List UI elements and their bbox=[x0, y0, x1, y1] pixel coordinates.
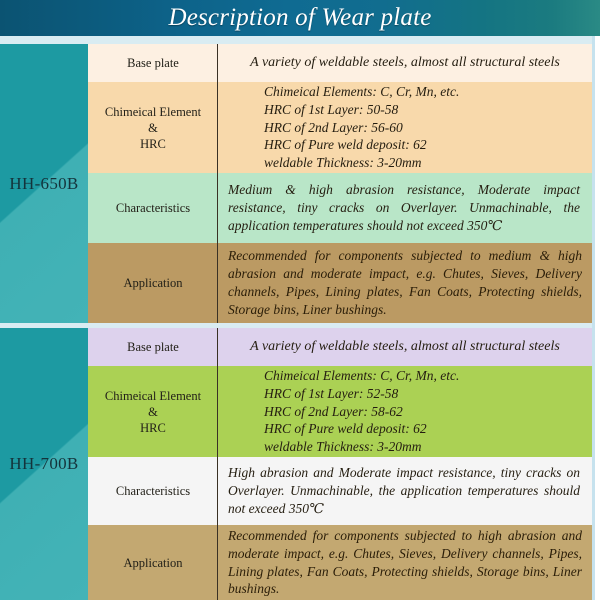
product-section-hh-700b bbox=[0, 328, 592, 600]
chemical-line-elements: Chimeical Elements: C, Cr, Mn, etc. bbox=[264, 367, 460, 383]
chemical-line-weldable-thickness: weldable Thickness: 3-20mm bbox=[264, 155, 422, 171]
chemical-line-weldable-thickness: weldable Thickness: 3-20mm bbox=[264, 439, 422, 455]
grade-label: HH-650B bbox=[9, 173, 79, 193]
chemical-line-hrc-1st-layer: HRC of 1st Layer: 50-58 bbox=[264, 101, 399, 117]
chemical-line-hrc-pure-weld-deposit: HRC of Pure weld deposit: 62 bbox=[264, 421, 427, 437]
table-row-chemical-element-hrc bbox=[88, 82, 592, 173]
row-label-line-3: HRC bbox=[140, 420, 166, 435]
table-row-characteristics bbox=[88, 457, 592, 525]
row-value-chemical-element-hrc bbox=[218, 366, 592, 457]
attribute-rows bbox=[88, 328, 592, 600]
right-margin bbox=[595, 36, 600, 600]
table-row-base-plate bbox=[88, 44, 592, 82]
row-value-application: Recommended for components subjected to high abrasion and moderate impact, e.g. Chutes, Sieves, Delivery channels, Pipes, Lining plates, Fan Coats, Protecting shields, Storage bins, Liner bushings. bbox=[218, 525, 592, 600]
chemical-line-hrc-pure-weld-deposit: HRC of Pure weld deposit: 62 bbox=[264, 137, 427, 153]
page-title: Description of Wear plate bbox=[168, 4, 432, 31]
row-value-application: Recommended for components subjected to medium & high abrasion and moderate impact, e.g. Chutes, Sieves, Delivery channels, Pipes, Lining plates, Fan Coats, Protecting shields, Storage bins, Liner bushings. bbox=[218, 243, 592, 323]
row-label-chemical-element-hrc bbox=[88, 366, 218, 457]
row-label-application: Application bbox=[88, 525, 218, 600]
grade-column-hh-650b bbox=[0, 44, 88, 323]
table-body bbox=[0, 36, 600, 600]
row-label-line-2: & bbox=[148, 120, 158, 135]
row-label-characteristics: Characteristics bbox=[88, 457, 218, 525]
attribute-rows bbox=[88, 44, 592, 323]
row-label-application: Application bbox=[88, 243, 218, 323]
row-label-line-2: & bbox=[148, 404, 158, 419]
grade-label: HH-700B bbox=[9, 454, 79, 473]
table-header-banner bbox=[0, 0, 600, 36]
row-label-line-3: HRC bbox=[140, 136, 166, 151]
grade-column-hh-700b bbox=[0, 328, 88, 600]
row-value-characteristics: Medium & high abrasion resistance, Moderate impact resistance, tiny cracks on Overlayer. Unmachinable, the application temperatures should not exceed 350℃ bbox=[218, 173, 592, 243]
chemical-line-hrc-2nd-layer: HRC of 2nd Layer: 56-60 bbox=[264, 119, 403, 135]
row-label-base-plate: Base plate bbox=[88, 328, 218, 366]
row-label-line-1: Chimeical Element bbox=[104, 104, 202, 119]
row-value-base-plate: A variety of weldable steels, almost all structural steels bbox=[218, 44, 592, 82]
chemical-line-hrc-1st-layer: HRC of 1st Layer: 52-58 bbox=[264, 385, 399, 401]
row-label-characteristics: Characteristics bbox=[88, 173, 218, 243]
row-value-characteristics: High abrasion and Moderate impact resistance, tiny cracks on Overlayer. Unmachinable, the application temperatures should not exceed 350℃ bbox=[218, 457, 592, 525]
table-row-chemical-element-hrc bbox=[88, 366, 592, 457]
table-row-application bbox=[88, 525, 592, 600]
row-value-chemical-element-hrc bbox=[218, 82, 592, 173]
chemical-line-elements: Chimeical Elements: C, Cr, Mn, etc. bbox=[264, 83, 460, 99]
row-label-base-plate: Base plate bbox=[88, 44, 218, 82]
product-section-hh-650b bbox=[0, 44, 592, 323]
table-row-base-plate bbox=[88, 328, 592, 366]
row-value-base-plate: A variety of weldable steels, almost all structural steels bbox=[218, 328, 592, 366]
table-row-application bbox=[88, 243, 592, 323]
table-row-characteristics bbox=[88, 173, 592, 243]
row-label-line-1: Chimeical Element bbox=[104, 388, 202, 403]
chemical-line-hrc-2nd-layer: HRC of 2nd Layer: 58-62 bbox=[264, 403, 403, 419]
row-label-chemical-element-hrc bbox=[88, 82, 218, 173]
